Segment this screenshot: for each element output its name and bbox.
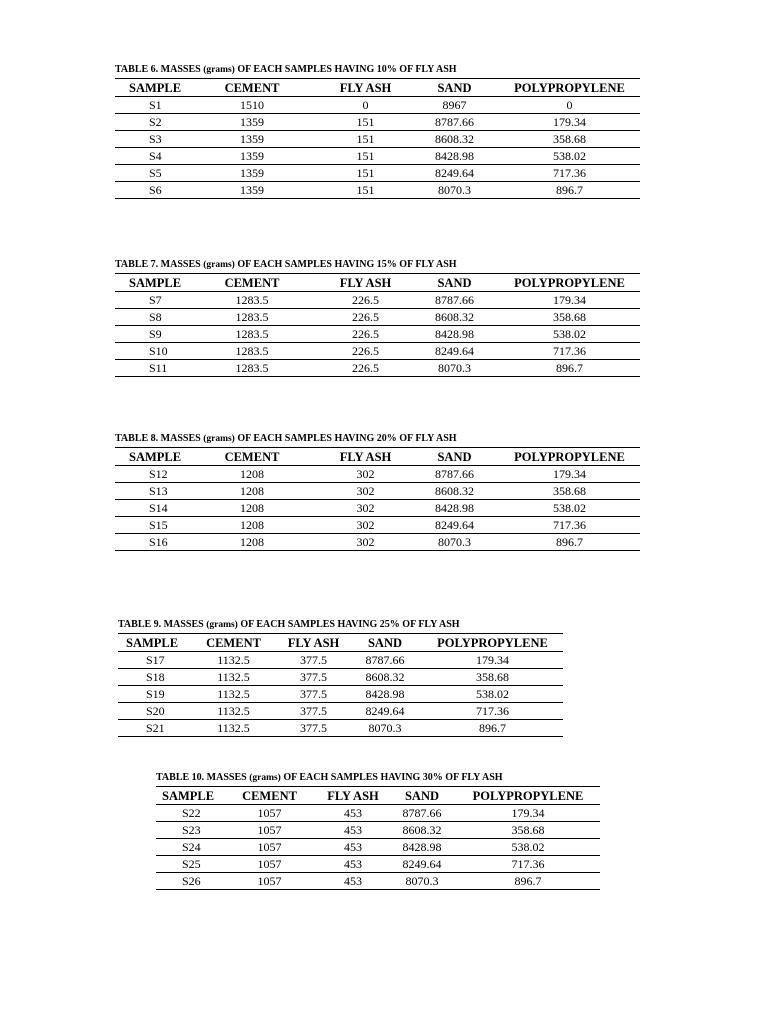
table-caption <box>115 433 640 445</box>
table-cell: S12 <box>115 466 183 483</box>
table-row <box>115 343 640 360</box>
header-row <box>156 787 600 805</box>
table-cell: 226.5 <box>321 343 410 360</box>
table-cell: 1132.5 <box>188 652 279 669</box>
table-cell: 8070.3 <box>410 360 499 377</box>
caption-unit: (grams) <box>206 620 238 630</box>
column-header: SAND <box>437 275 472 290</box>
table-row <box>115 326 640 343</box>
table-cell: 358.68 <box>499 131 640 148</box>
table-row <box>118 703 563 720</box>
table-cell: 453 <box>318 856 388 873</box>
column-header: SAMPLE <box>162 788 215 803</box>
table-row <box>156 856 600 873</box>
table-cell: 896.7 <box>422 720 563 737</box>
table-cell: 1283.5 <box>183 326 321 343</box>
table-cell: S2 <box>115 114 183 131</box>
table-cell: 1283.5 <box>183 292 321 309</box>
table-cell: 8070.3 <box>410 534 499 551</box>
table-cell: 1283.5 <box>183 360 321 377</box>
column-header: CEMENT <box>224 275 280 290</box>
column-header: POLYPROPYLENE <box>472 788 584 803</box>
table-cell: S10 <box>115 343 183 360</box>
column-header: FLY ASH <box>339 449 392 464</box>
table-cell: 8428.98 <box>348 686 422 703</box>
table-row <box>118 669 563 686</box>
table-cell: 8787.66 <box>410 114 499 131</box>
table-cell: 358.68 <box>499 309 640 326</box>
table-cell: S16 <box>115 534 183 551</box>
table-cell: 453 <box>318 805 388 822</box>
table-cell: 717.36 <box>456 856 600 873</box>
table-cell: S21 <box>118 720 188 737</box>
column-header: SAND <box>404 788 440 803</box>
table-cell: 453 <box>318 839 388 856</box>
caption-prefix: TABLE 7. MASSES <box>115 259 201 270</box>
table-cell: 358.68 <box>456 822 600 839</box>
table-row <box>115 360 640 377</box>
table-cell: 8249.64 <box>388 856 456 873</box>
table-cell: 896.7 <box>456 873 600 890</box>
header-row <box>115 274 640 292</box>
table-cell: 302 <box>321 483 410 500</box>
table-9 <box>118 619 563 737</box>
table-cell: 179.34 <box>499 292 640 309</box>
table-cell: S23 <box>156 822 221 839</box>
table-cell: S4 <box>115 148 183 165</box>
table-cell: 151 <box>321 148 410 165</box>
table-cell: 8608.32 <box>410 131 499 148</box>
table-cell: 302 <box>321 500 410 517</box>
table-row <box>115 114 640 131</box>
column-header: CEMENT <box>242 788 297 803</box>
table-caption <box>156 772 600 784</box>
column-header: FLY ASH <box>287 635 340 650</box>
table-cell: 1359 <box>183 131 321 148</box>
table-cell: 0 <box>499 97 640 114</box>
table-cell: S6 <box>115 182 183 199</box>
table-row <box>115 483 640 500</box>
table-row <box>115 500 640 517</box>
header-row <box>115 79 640 97</box>
table-cell: 8249.64 <box>410 343 499 360</box>
column-header: SAND <box>437 80 472 95</box>
table-cell: 226.5 <box>321 326 410 343</box>
table-cell: 8070.3 <box>348 720 422 737</box>
table-cell: 8787.66 <box>410 292 499 309</box>
table-cell: S22 <box>156 805 221 822</box>
table-cell: 377.5 <box>279 703 348 720</box>
table-row <box>115 466 640 483</box>
table-cell: 1057 <box>221 839 318 856</box>
table-cell: 8249.64 <box>348 703 422 720</box>
table-cell: 358.68 <box>422 669 563 686</box>
table-cell: 8249.64 <box>410 517 499 534</box>
column-header: SAMPLE <box>126 635 179 650</box>
table-cell: 717.36 <box>499 343 640 360</box>
table-row <box>115 97 640 114</box>
column-header: POLYPROPYLENE <box>514 449 625 464</box>
table-cell: 1359 <box>183 148 321 165</box>
table-cell: 538.02 <box>499 326 640 343</box>
table-cell: 8428.98 <box>410 148 499 165</box>
table-cell: 1057 <box>221 822 318 839</box>
table-cell: 8070.3 <box>410 182 499 199</box>
table-cell: 179.34 <box>499 114 640 131</box>
header-row <box>115 448 640 466</box>
table-cell: 1208 <box>183 534 321 551</box>
table-row <box>115 309 640 326</box>
table-row <box>118 686 563 703</box>
table-cell: 538.02 <box>456 839 600 856</box>
table-cell: 896.7 <box>499 182 640 199</box>
table-row <box>115 534 640 551</box>
table-cell: 8967 <box>410 97 499 114</box>
table-caption <box>115 259 640 271</box>
column-header: POLYPROPYLENE <box>514 80 625 95</box>
table-cell: 377.5 <box>279 652 348 669</box>
table-caption <box>118 619 563 631</box>
table-cell: 538.02 <box>499 500 640 517</box>
table-cell: 453 <box>318 873 388 890</box>
table-cell: 8249.64 <box>410 165 499 182</box>
table-cell: S18 <box>118 669 188 686</box>
caption-prefix: TABLE 8. MASSES <box>115 433 201 444</box>
column-header: FLY ASH <box>339 80 392 95</box>
table-cell: 1057 <box>221 805 318 822</box>
table-cell: 1132.5 <box>188 720 279 737</box>
column-header: SAMPLE <box>129 449 182 464</box>
table-cell: 8428.98 <box>410 326 499 343</box>
table-cell: 8787.66 <box>410 466 499 483</box>
table-row <box>115 165 640 182</box>
caption-suffix: OF EACH SAMPLES HAVING 15% OF FLY ASH <box>237 259 457 270</box>
table-cell: 1132.5 <box>188 686 279 703</box>
table-cell: 302 <box>321 534 410 551</box>
table-cell: S1 <box>115 97 183 114</box>
table-cell: 538.02 <box>422 686 563 703</box>
column-header: CEMENT <box>224 80 280 95</box>
table-cell: 8608.32 <box>410 483 499 500</box>
table-row <box>115 517 640 534</box>
table-cell: 302 <box>321 517 410 534</box>
column-header: FLY ASH <box>339 275 392 290</box>
table-cell: 8428.98 <box>388 839 456 856</box>
table-row <box>115 131 640 148</box>
table-row <box>118 720 563 737</box>
table-cell: 226.5 <box>321 360 410 377</box>
caption-unit: (grams) <box>249 773 281 783</box>
table-row <box>115 182 640 199</box>
table-cell: 151 <box>321 114 410 131</box>
table-cell: 1057 <box>221 856 318 873</box>
table-cell: 717.36 <box>499 165 640 182</box>
table-cell: S13 <box>115 483 183 500</box>
table-cell: S20 <box>118 703 188 720</box>
table-cell: 896.7 <box>499 534 640 551</box>
table-cell: 8428.98 <box>410 500 499 517</box>
table-row <box>156 839 600 856</box>
header-row <box>118 634 563 652</box>
data-table <box>118 633 563 737</box>
caption-prefix: TABLE 10. MASSES <box>156 772 247 783</box>
table-cell: S3 <box>115 131 183 148</box>
table-cell: 377.5 <box>279 686 348 703</box>
caption-unit: (grams) <box>203 260 235 270</box>
table-cell: 538.02 <box>499 148 640 165</box>
table-cell: 8787.66 <box>348 652 422 669</box>
table-cell: 1208 <box>183 500 321 517</box>
table-cell: S7 <box>115 292 183 309</box>
table-cell: 179.34 <box>422 652 563 669</box>
table-cell: 8608.32 <box>388 822 456 839</box>
table-cell: 226.5 <box>321 292 410 309</box>
table-row <box>156 873 600 890</box>
table-6 <box>115 64 640 199</box>
table-cell: 151 <box>321 131 410 148</box>
table-row <box>115 292 640 309</box>
table-8 <box>115 433 640 551</box>
table-cell: 1283.5 <box>183 343 321 360</box>
caption-unit: (grams) <box>203 65 235 75</box>
caption-suffix: OF EACH SAMPLES HAVING 10% OF FLY ASH <box>237 64 457 75</box>
caption-suffix: OF EACH SAMPLES HAVING 25% OF FLY ASH <box>240 619 460 630</box>
table-cell: 1132.5 <box>188 703 279 720</box>
table-cell: 377.5 <box>279 720 348 737</box>
table-cell: S8 <box>115 309 183 326</box>
caption-suffix: OF EACH SAMPLES HAVING 20% OF FLY ASH <box>237 433 457 444</box>
table-row <box>156 805 600 822</box>
table-cell: 717.36 <box>422 703 563 720</box>
table-cell: 151 <box>321 182 410 199</box>
column-header: SAMPLE <box>129 275 182 290</box>
table-cell: 1208 <box>183 483 321 500</box>
table-cell: 179.34 <box>456 805 600 822</box>
table-cell: 1057 <box>221 873 318 890</box>
table-cell: 8608.32 <box>410 309 499 326</box>
column-header: CEMENT <box>224 449 280 464</box>
table-cell: 302 <box>321 466 410 483</box>
column-header: FLY ASH <box>327 788 379 803</box>
table-cell: 179.34 <box>499 466 640 483</box>
table-cell: S26 <box>156 873 221 890</box>
column-header: SAMPLE <box>129 80 182 95</box>
column-header: POLYPROPYLENE <box>437 635 548 650</box>
table-cell: 1283.5 <box>183 309 321 326</box>
caption-prefix: TABLE 6. MASSES <box>115 64 201 75</box>
table-cell: S14 <box>115 500 183 517</box>
table-cell: 8608.32 <box>348 669 422 686</box>
table-cell: 1510 <box>183 97 321 114</box>
table-cell: 358.68 <box>499 483 640 500</box>
table-cell: S11 <box>115 360 183 377</box>
caption-suffix: OF EACH SAMPLES HAVING 30% OF FLY ASH <box>283 772 503 783</box>
table-cell: 896.7 <box>499 360 640 377</box>
table-cell: 1359 <box>183 165 321 182</box>
table-7 <box>115 259 640 377</box>
data-table <box>156 786 600 890</box>
table-row <box>118 652 563 669</box>
table-cell: 377.5 <box>279 669 348 686</box>
caption-unit: (grams) <box>203 434 235 444</box>
table-row <box>115 148 640 165</box>
caption-prefix: TABLE 9. MASSES <box>118 619 204 630</box>
data-table <box>115 273 640 377</box>
table-cell: 0 <box>321 97 410 114</box>
table-cell: S19 <box>118 686 188 703</box>
table-cell: 151 <box>321 165 410 182</box>
table-cell: 717.36 <box>499 517 640 534</box>
column-header: SAND <box>437 449 472 464</box>
table-cell: S5 <box>115 165 183 182</box>
table-cell: 1208 <box>183 466 321 483</box>
table-cell: S15 <box>115 517 183 534</box>
table-cell: S9 <box>115 326 183 343</box>
table-cell: 1359 <box>183 182 321 199</box>
table-cell: 1132.5 <box>188 669 279 686</box>
table-cell: 226.5 <box>321 309 410 326</box>
table-cell: 8070.3 <box>388 873 456 890</box>
table-cell: S25 <box>156 856 221 873</box>
table-cell: S24 <box>156 839 221 856</box>
table-cell: 453 <box>318 822 388 839</box>
table-caption <box>115 64 640 76</box>
table-10 <box>156 772 600 890</box>
table-cell: 1208 <box>183 517 321 534</box>
table-cell: 1359 <box>183 114 321 131</box>
table-cell: 8787.66 <box>388 805 456 822</box>
data-table <box>115 447 640 551</box>
data-table <box>115 78 640 199</box>
table-row <box>156 822 600 839</box>
column-header: CEMENT <box>206 635 261 650</box>
column-header: POLYPROPYLENE <box>514 275 625 290</box>
column-header: SAND <box>367 635 403 650</box>
table-cell: S17 <box>118 652 188 669</box>
